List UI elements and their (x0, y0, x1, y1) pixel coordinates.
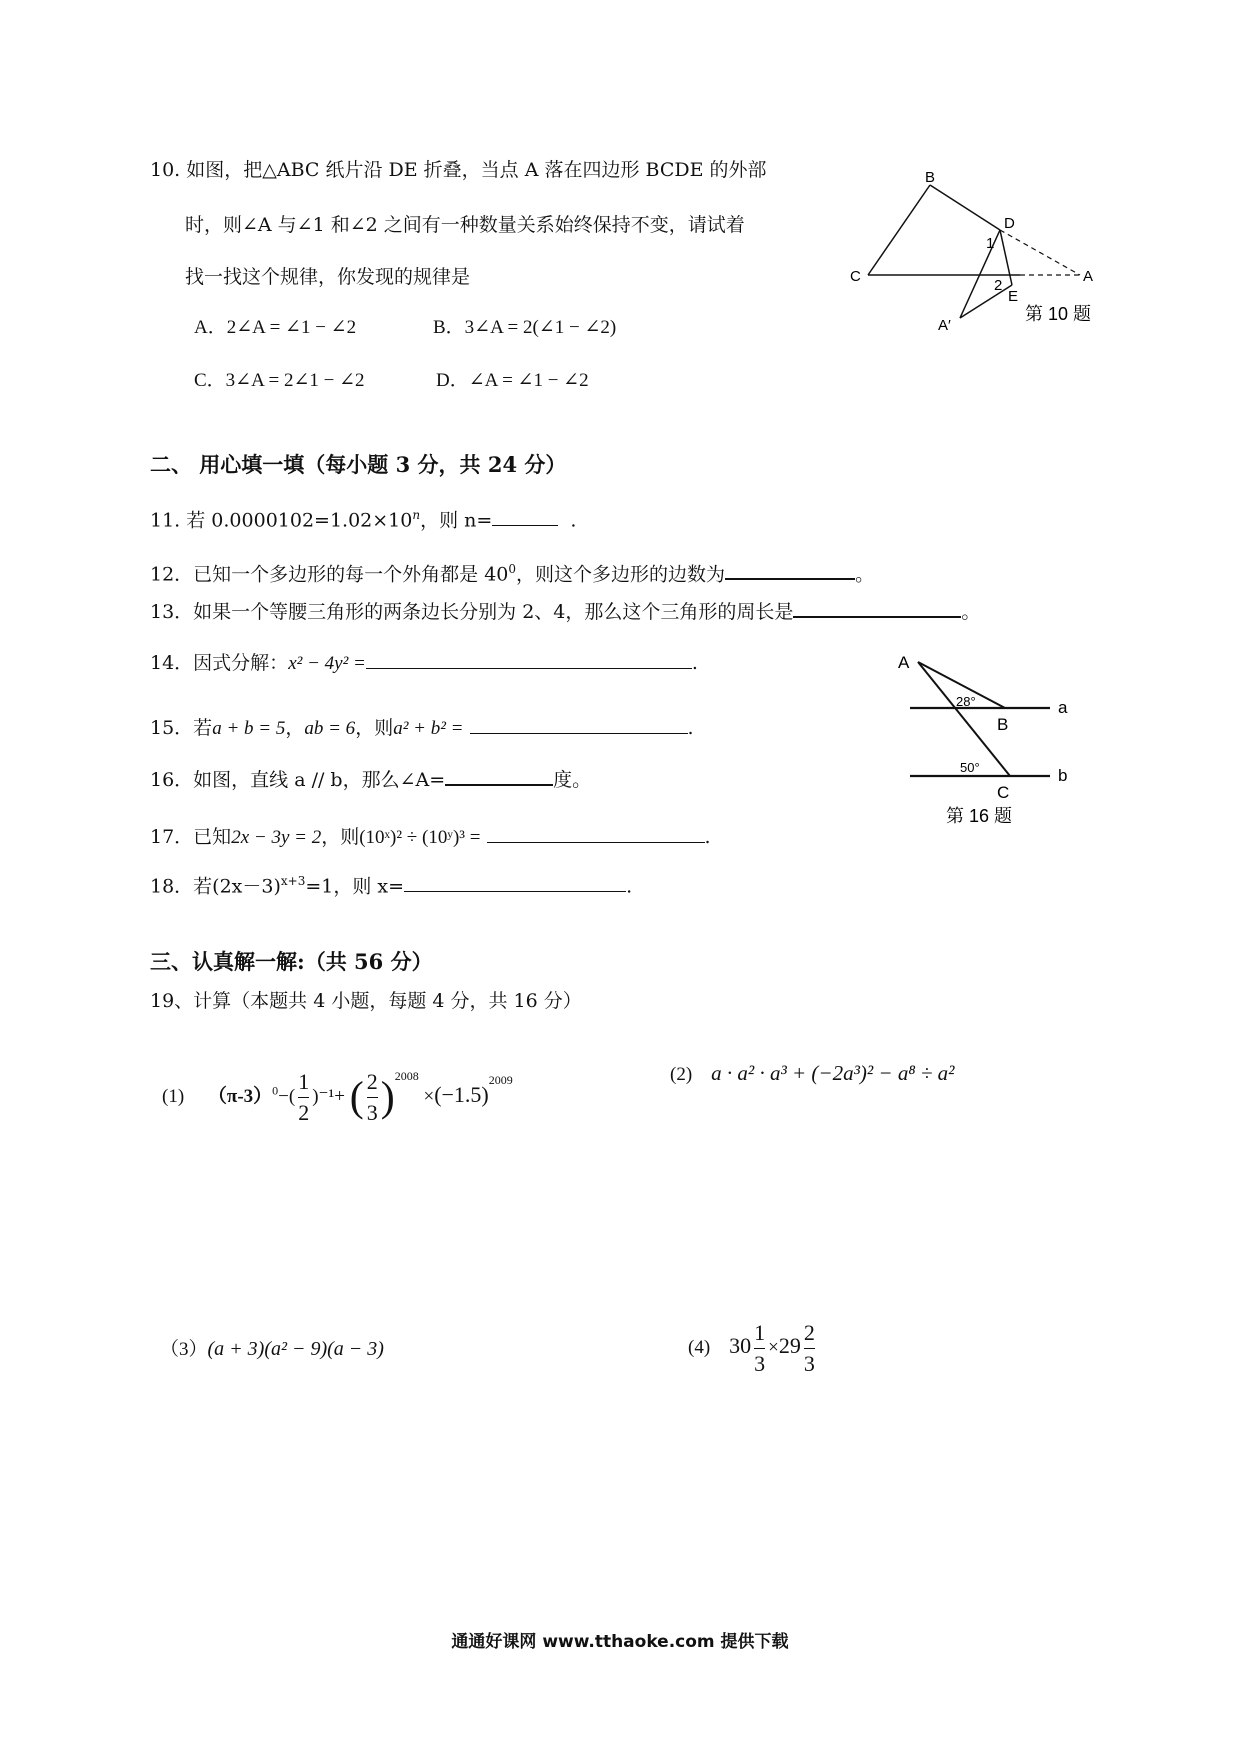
q15-expr1: a + b = 5 (212, 718, 286, 739)
q17-expr: 2x − 3y = 2 (231, 827, 322, 848)
q12-degree: 0 (508, 562, 517, 576)
q14-answer-blank[interactable] (366, 648, 692, 669)
q10-fig-label-d: D (1004, 215, 1015, 232)
q19-part4 (688, 1316, 818, 1379)
q15-mid2: ，则 (355, 717, 394, 739)
q16 (150, 764, 591, 793)
q11-answer-blank[interactable] (492, 505, 558, 526)
q10-fig-angle-1: 1 (986, 235, 995, 252)
q18-answer-blank[interactable] (404, 871, 626, 892)
q19-p1-base: (−1.5) (434, 1082, 489, 1107)
q19-p1-frac1-den: 2 (298, 1100, 310, 1126)
q16-fig-label-line-a: a (1058, 698, 1068, 717)
q19-part1 (162, 1046, 513, 1128)
q11-tail: ，则 n= (420, 509, 493, 532)
q18-end: . (626, 875, 633, 898)
q14 (150, 648, 698, 677)
q16-text: 16．如图，直线 a // b，那么∠A= (150, 769, 446, 791)
q11-exponent: n (412, 508, 421, 522)
q19-p1-exp1: )⁻¹+ (312, 1086, 345, 1107)
section-2-title: 二、 用心填一填（每小题 3 分，共 24 分） (150, 452, 567, 477)
q17 (150, 822, 711, 851)
q16-fig-angle-28: 28° (956, 694, 976, 709)
q13-answer-blank[interactable] (793, 596, 961, 618)
q15-expr2: ab = 6 (304, 718, 356, 739)
q10-fig-label-a-prime: A′ (938, 317, 951, 334)
q10-figure (840, 170, 1130, 350)
q17-text: 17．已知 (150, 826, 232, 848)
q19-p4-frac2-num: 2 (804, 1318, 815, 1349)
q19-p4-whole1: 30 (729, 1333, 752, 1358)
q10-option-a: A．2∠A = ∠1 − ∠2 (194, 317, 357, 338)
q10-line1: 10. 如图，把△ABC 纸片沿 DE 折叠，当点 A 落在四边形 BCDE 的外部 (150, 159, 767, 181)
q13-text: 13．如果一个等腰三角形的两条边长分别为 2、4，那么这个三角形的周长是 (150, 601, 794, 623)
q14-end: . (691, 652, 698, 674)
q16-answer-blank[interactable] (445, 764, 553, 786)
q10-option-c: C．3∠A = 2∠1 − ∠2 (194, 370, 365, 391)
q14-text: 14．因式分解： (150, 652, 289, 674)
q10-fig-label-b: B (925, 170, 936, 186)
q18 (150, 868, 632, 899)
q16-end: 度。 (553, 769, 592, 791)
q19-p1-frac2-num: 2 (367, 1067, 378, 1098)
page-footer: 通通好课网 www.tthaoke.com 提供下载 (451, 1632, 789, 1652)
q18-tail: =1，则 x= (305, 875, 405, 898)
q19-p1-zero: 0 (272, 1083, 279, 1098)
q12 (150, 556, 874, 587)
q19-p1-label: (1) (162, 1086, 185, 1107)
q16-figure (880, 650, 1110, 830)
q19-p1-pre: （π-3） (207, 1086, 273, 1107)
q12-end: 。 (855, 563, 875, 586)
q19-p2-expr: a · a² · a³ + (−2a³)² − a⁸ ÷ a² (711, 1061, 955, 1085)
q15-mid: ， (285, 717, 305, 739)
q10-fig-label-a: A (1083, 268, 1094, 285)
q19-p4-frac1-den: 3 (754, 1351, 766, 1377)
q19-p1-frac1-num: 1 (298, 1067, 309, 1098)
q17-answer-blank[interactable] (487, 822, 705, 843)
q16-fig-label-b-point: B (997, 715, 1009, 734)
q19-p3-label: （3） (160, 1339, 208, 1360)
q19-instruction: 19、计算（本题共 4 小题，每题 4 分，共 16 分） (150, 990, 582, 1012)
q10-line3: 找一找这个规律，你发现的规律是 (185, 266, 471, 288)
q19-p1-exp3: 2009 (488, 1073, 513, 1087)
q16-fig-angle-50: 50° (960, 760, 980, 775)
q13-end: 。 (961, 601, 981, 623)
q12-tail: ，则这个多边形的边数为 (516, 563, 726, 586)
q13 (150, 596, 980, 625)
q19-p4-frac1-num: 1 (754, 1318, 765, 1349)
q10-line2: 时，则∠A 与∠1 和∠2 之间有一种数量关系始终保持不变，请试着 (185, 214, 745, 236)
q16-fig-caption: 第 16 题 (946, 806, 1013, 826)
q11-text: 11. 若 0.0000102=1.02×10 (150, 509, 413, 532)
q19-part2 (670, 1060, 954, 1088)
q16-fig-label-line-b: b (1058, 766, 1068, 785)
q16-fig-label-a-point: A (898, 653, 910, 672)
q18-text: 18．若(2x－3) (150, 875, 281, 898)
q19-p1-frac2-den: 3 (366, 1100, 378, 1126)
q15 (150, 713, 694, 742)
q16-fig-label-c-point: C (997, 783, 1010, 802)
q19-p1-lparen: ( (349, 1074, 364, 1121)
q19-part3 (160, 1336, 384, 1363)
q19-p4-times: × (768, 1337, 779, 1358)
q19-p1-exp2: 2008 (394, 1069, 419, 1083)
q10-fig-caption: 第 10 题 (1025, 304, 1092, 324)
q15-answer-blank[interactable] (470, 713, 688, 734)
q19-p1-frac2 (367, 1067, 378, 1128)
q19-p3-expr: (a + 3)(a² − 9)(a − 3) (207, 1338, 384, 1360)
q10-fig-angle-2: 2 (994, 277, 1003, 294)
q15-text: 15．若 (150, 717, 213, 739)
q19-p1-rparen: ) (380, 1074, 395, 1121)
q19-p4-whole2: 29 (778, 1333, 801, 1358)
q17-end: . (704, 826, 711, 848)
q19-p1-minus: −( (278, 1086, 296, 1107)
q15-end: . (687, 717, 694, 739)
q18-exponent: x+3 (280, 874, 306, 888)
q17-mid: ，则 (321, 826, 360, 848)
q19-p1-times: × (423, 1086, 435, 1107)
q14-expr: x² − 4y² = (288, 653, 366, 674)
q12-text: 12．已知一个多边形的每一个外角都是 40 (150, 563, 509, 586)
q19-p4-label: (4) (688, 1337, 711, 1358)
q10-option-d: D．∠A = ∠1 − ∠2 (436, 370, 589, 391)
q11 (150, 502, 576, 533)
q19-p1-frac1 (298, 1067, 309, 1128)
q12-answer-blank[interactable] (725, 558, 855, 580)
q10-fig-label-c: C (850, 268, 861, 285)
q19-p4-frac2 (804, 1318, 815, 1379)
section-3-title: 三、认真解一解:（共 56 分） (150, 949, 433, 974)
q11-end: . (570, 509, 577, 532)
q10-fig-label-e: E (1008, 288, 1019, 305)
q19-p4-frac1 (754, 1318, 765, 1379)
q15-expr3: a² + b² = (393, 718, 464, 739)
q19-p4-frac2-den: 3 (803, 1351, 815, 1377)
q19-p2-label: (2) (670, 1064, 693, 1085)
q17-expr2: (10ˣ)² ÷ (10ʸ)³ = (359, 827, 481, 848)
q10-option-b: B．3∠A = 2(∠1 − ∠2) (433, 317, 617, 338)
